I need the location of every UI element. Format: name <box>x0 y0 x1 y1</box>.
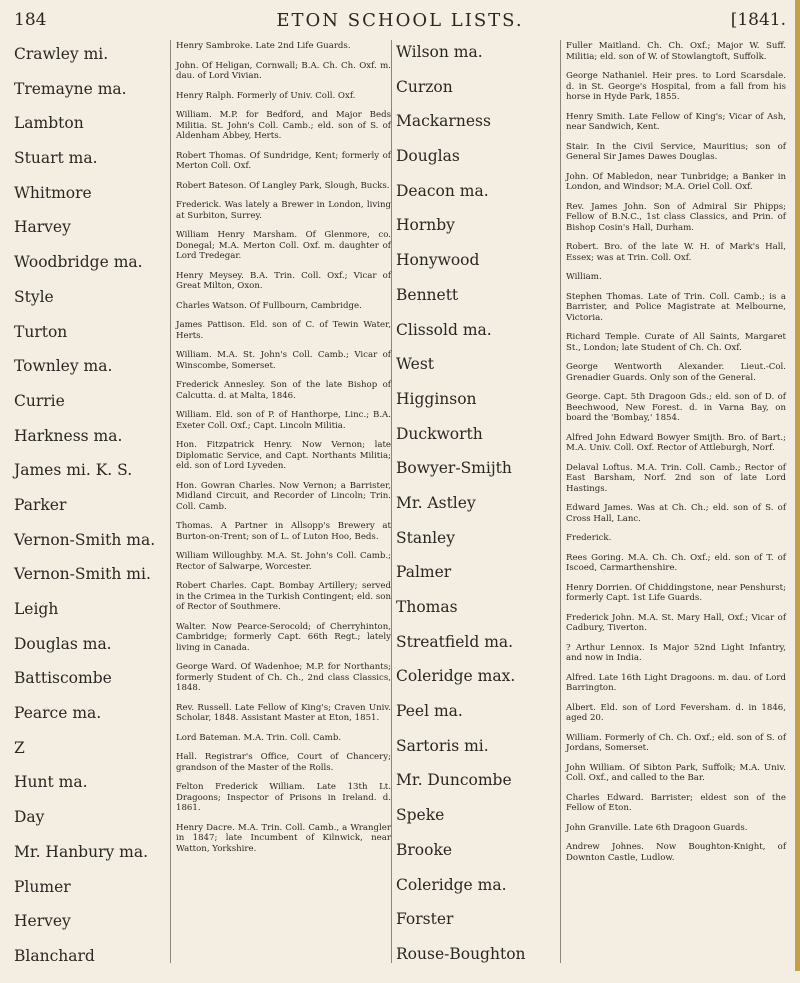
pupil-name: Woodbridge ma. <box>14 253 143 272</box>
biographical-note: William Willoughby. M.A. St. John's Coll. Camb.; Rector of Salwarpe, Worcester. <box>176 551 391 572</box>
biographical-note: James Pattison. Eld. son of C. of Tewin Water, Herts. <box>176 320 391 341</box>
biographical-note: Alfred John Edward Bowyer Smijth. Bro. of Bart.; M.A. Univ. Coll. Oxf. Rector of Attleburgh, Norf. <box>566 432 786 453</box>
biographical-note: Robert Charles. Capt. Bombay Artillery; served in the Crimea in the Turkish Contingent; eld. son of Rector of Southmere. <box>176 581 391 612</box>
biographical-note: Frederick. Was lately a Brewer in London, living at Surbiton, Surrey. <box>176 200 391 221</box>
pupil-name: Stanley <box>396 528 455 547</box>
pupil-name: Coleridge ma. <box>396 875 507 894</box>
pupil-name: Z <box>14 738 25 757</box>
pupil-name: Streatfield ma. <box>396 632 514 651</box>
column-divider <box>391 40 392 963</box>
biographical-note: Henry Meysey. B.A. Trin. Coll. Oxf.; Vicar of Great Milton, Oxon. <box>176 270 391 291</box>
biographical-note: Robert. Bro. of the late W. H. of Mark's Hall, Essex; was at Trin. Coll. Oxf. <box>566 242 786 263</box>
pupil-name: Wilson ma. <box>396 43 483 61</box>
biographical-note: Albert. Eld. son of Lord Feversham. d. in 1846, aged 20. <box>566 702 786 723</box>
biographical-note: William. <box>566 272 602 282</box>
pupil-name: Tremayne ma. <box>14 79 127 98</box>
biographical-note: Hon. Gowran Charles. Now Vernon; a Barrister, Midland Circuit, and Recorder of Lincoln; Trin. Coll. Camb. <box>176 480 391 512</box>
pupil-name: Stuart ma. <box>14 149 98 168</box>
pupil-name: Whitmore <box>14 183 92 202</box>
biographical-note: George. Capt. 5th Dragoon Gds.; eld. son of D. of Beechwood, New Forest. d. in Varna Bay, on board the 'Bombay,' 1854. <box>566 392 786 423</box>
pupil-name: Leigh <box>14 600 59 618</box>
names-column-left <box>14 46 164 983</box>
pupil-name: Turton <box>14 322 68 341</box>
pupil-name: Vernon-Smith ma. <box>14 530 156 549</box>
pupil-name: Duckworth <box>396 424 483 443</box>
pupil-name: Hornby <box>396 216 455 235</box>
pupil-name: Curzon <box>396 77 453 96</box>
biographical-note: George Nathaniel. Heir pres. to Lord Scarsdale. d. in St. George's Hospital, from a fall from his horse in Hyde Park, 1855. <box>566 71 786 102</box>
pupil-name: Mr. Astley <box>396 493 476 512</box>
biographical-note: Lord Bateman. M.A. Trin. Coll. Camb. <box>176 732 342 743</box>
pupil-name: Harkness ma. <box>14 426 123 445</box>
biographical-note: Charles Watson. Of Fullbourn, Cambridge. <box>176 300 362 311</box>
pupil-name: Currie <box>14 391 65 410</box>
biographical-note: Edward James. Was at Ch. Ch.; eld. son of S. of Cross Hall, Lanc. <box>566 503 786 524</box>
page-number: 184 <box>14 10 47 30</box>
biographical-note: Thomas. A Partner in Allsopp's Brewery at Burton-on-Trent; son of L. of Luton Hoo, Beds. <box>176 521 391 542</box>
pupil-name: Clissold ma. <box>396 320 492 339</box>
biographical-note: Rees Goring. M.A. Ch. Ch. Oxf.; eld. son of T. of Iscoed, Carmarthenshire. <box>566 552 786 573</box>
biographical-note: Rev. James John. Son of Admiral Sir Phipps; Fellow of B.N.C., 1st class Classics, and Prin. of Bishop Cosin's Hall, Durham. <box>566 201 786 233</box>
column-divider <box>170 40 171 963</box>
pupil-name: Day <box>14 808 45 827</box>
pupil-name: Parker <box>14 495 67 514</box>
pupil-name: Brooke <box>396 840 453 859</box>
biographical-note: Stair. In the Civil Service, Mauritius; son of General Sir James Dawes Douglas. <box>566 141 786 162</box>
biographical-note: William. M.P. for Bedford, and Major Beds Militia. St. John's Coll. Camb.; eld. son of S. of Aldenham Abbey, Herts. <box>176 110 391 141</box>
biographical-note: Robert Thomas. Of Sundridge, Kent; formerly of Merton Coll. Oxf. <box>176 150 391 171</box>
biographical-note: Walter. Now Pearce-Serocold; of Cherryhinton, Cambridge; formerly Capt. 66th Regt.; lately living in Canada. <box>176 621 391 653</box>
biographical-note: Delaval Loftus. M.A. Trin. Coll. Camb.; Rector of East Barsham, Norf. 2nd son of late Lord Hastings. <box>566 462 786 494</box>
biographical-note: William. Eld. son of P. of Hanthorpe, Linc.; B.A. Exeter Coll. Oxf.; Capt. Lincoln Militia. <box>176 410 391 431</box>
pupil-name: Mr. Duncombe <box>396 771 512 790</box>
biographical-note: George Ward. Of Wadenhoe; M.P. for Northants; formerly Student of Ch. Ch., 2nd class Classics, 1848. <box>176 662 391 693</box>
biographical-note: Felton Frederick William. Late 13th Lt. Dragoons; Inspector of Prisons in Ireland. d. 1861. <box>176 782 391 813</box>
biographical-note: Rev. Russell. Late Fellow of King's; Craven Univ. Scholar, 1848. Assistant Master at Eton, 1851. <box>176 702 391 723</box>
pupil-name: West <box>396 355 435 374</box>
year-label: [1841. <box>730 10 786 30</box>
page-edge <box>795 0 800 971</box>
pupil-name: Pearce ma. <box>14 704 102 723</box>
biographical-note: Hon. Fitzpatrick Henry. Now Vernon; late Diplomatic Service, and Capt. Northants Militia; eld. son of Lord Lyveden. <box>176 440 391 471</box>
pupil-name: James mi. K. S. <box>14 461 133 480</box>
pupil-name: Forster <box>396 910 454 929</box>
biographical-note: John Granville. Late 6th Dragoon Guards. <box>566 822 748 833</box>
column-divider <box>560 40 561 963</box>
pupil-name: Hunt ma. <box>14 773 88 792</box>
biographical-note: ? Arthur Lennox. Is Major 52nd Light Infantry, and now in India. <box>566 642 786 663</box>
biographical-note: Hall. Registrar's Office, Court of Chancery; grandson of the Master of the Rolls. <box>176 752 391 773</box>
biographical-note: Henry Smith. Late Fellow of King's; Vicar of Ash, near Sandwich, Kent. <box>566 111 786 132</box>
biographical-note: George Wentworth Alexander. Lieut.-Col. Grenadier Guards. Only son of the General. <box>566 362 786 383</box>
biographical-note: Frederick Annesley. Son of the late Bishop of Calcutta. d. at Malta, 1846. <box>176 380 391 401</box>
notes-column-left <box>176 41 391 863</box>
biographical-note: Frederick John. M.A. St. Mary Hall, Oxf.; Vicar of Cadbury, Tiverton. <box>566 612 786 633</box>
pupil-name: Higginson <box>396 389 477 408</box>
pupil-name: Townley ma. <box>14 357 113 376</box>
pupil-name: Harvey <box>14 218 71 237</box>
pupil-name: Vernon-Smith mi. <box>14 565 151 584</box>
notes-column-right <box>566 41 786 872</box>
pupil-name: Style <box>14 287 54 306</box>
biographical-note: Frederick. <box>566 533 612 543</box>
biographical-note: John. Of Mabledon, near Tunbridge; a Banker in London, and Windsor; M.A. Oriel Coll. Oxf. <box>566 171 786 192</box>
biographical-note: William Henry Marsham. Of Glenmore, co. Donegal; M.A. Merton Coll. Oxf. m. daughter of Lord Tredegar. <box>176 230 391 261</box>
pupil-name: Honywood <box>396 251 480 270</box>
pupil-name: Coleridge max. <box>396 667 516 686</box>
pupil-name: Palmer <box>396 563 452 582</box>
biographical-note: John William. Of Sibton Park, Suffolk; M.A. Univ. Coll. Oxf., and called to the Bar. <box>566 762 786 783</box>
biographical-note: Robert Bateson. Of Langley Park, Slough, Bucks. <box>176 180 390 191</box>
pupil-name: Hervey <box>14 912 71 931</box>
pupil-name: Battiscombe <box>14 669 112 688</box>
pupil-name: Thomas <box>396 598 458 616</box>
biographical-note: Fuller Maitland. Ch. Ch. Oxf.; Major W. Suff. Militia; eld. son of W. of Stowlangtoft, Suffolk. <box>566 41 786 62</box>
biographical-note: Henry Sambroke. Late 2nd Life Guards. <box>176 41 351 51</box>
biographical-note: Richard Temple. Curate of All Saints, Margaret St., London; late Student of Ch. Ch. Oxf. <box>566 332 786 353</box>
biographical-note: Alfred. Late 16th Light Dragoons. m. dau. of Lord Barrington. <box>566 672 786 693</box>
biographical-note: William. M.A. St. John's Coll. Camb.; Vicar of Winscombe, Somerset. <box>176 350 391 371</box>
biographical-note: John. Of Heligan, Cornwall; B.A. Ch. Ch. Oxf. m. dau. of Lord Vivian. <box>176 60 391 81</box>
pupil-name: Rouse-Boughton <box>396 944 526 963</box>
pupil-name: Douglas ma. <box>14 634 112 653</box>
running-title: ETON SCHOOL LISTS. <box>276 10 524 31</box>
biographical-note: Henry Ralph. Formerly of Univ. Coll. Oxf. <box>176 90 356 101</box>
biographical-note: Charles Edward. Barrister; eldest son of the Fellow of Eton. <box>566 792 786 813</box>
pupil-name: Lambton <box>14 114 84 133</box>
pupil-name: Speke <box>396 806 445 825</box>
page-header <box>14 10 786 34</box>
biographical-note: Henry Dacre. M.A. Trin. Coll. Camb., a Wrangler in 1847; late Incumbent of Kilnwick, near Watton, Yorkshire. <box>176 822 391 854</box>
pupil-name: Bowyer-Smijth <box>396 459 512 478</box>
pupil-name: Blanchard <box>14 946 95 965</box>
names-column-right <box>396 44 546 981</box>
pupil-name: Mackarness <box>396 112 491 131</box>
pupil-name: Deacon ma. <box>396 181 489 200</box>
biographical-note: Henry Dorrien. Of Chiddingstone, near Penshurst; formerly Capt. 1st Life Guards. <box>566 582 786 603</box>
pupil-name: Plumer <box>14 877 71 896</box>
biographical-note: William. Formerly of Ch. Ch. Oxf.; eld. son of S. of Jordans, Somerset. <box>566 732 786 753</box>
pupil-name: Sartoris mi. <box>396 736 489 755</box>
biographical-note: Andrew Johnes. Now Boughton-Knight, of Downton Castle, Ludlow. <box>566 842 786 863</box>
pupil-name: Douglas <box>396 147 460 166</box>
pupil-name: Crawley mi. <box>14 45 109 63</box>
pupil-name: Mr. Hanbury ma. <box>14 842 149 861</box>
pupil-name: Peel ma. <box>396 702 463 721</box>
biographical-note: Stephen Thomas. Late of Trin. Coll. Camb.; is a Barrister, and Police Magistrate at Melbourne, Victoria. <box>566 291 786 323</box>
pupil-name: Bennett <box>396 285 459 304</box>
